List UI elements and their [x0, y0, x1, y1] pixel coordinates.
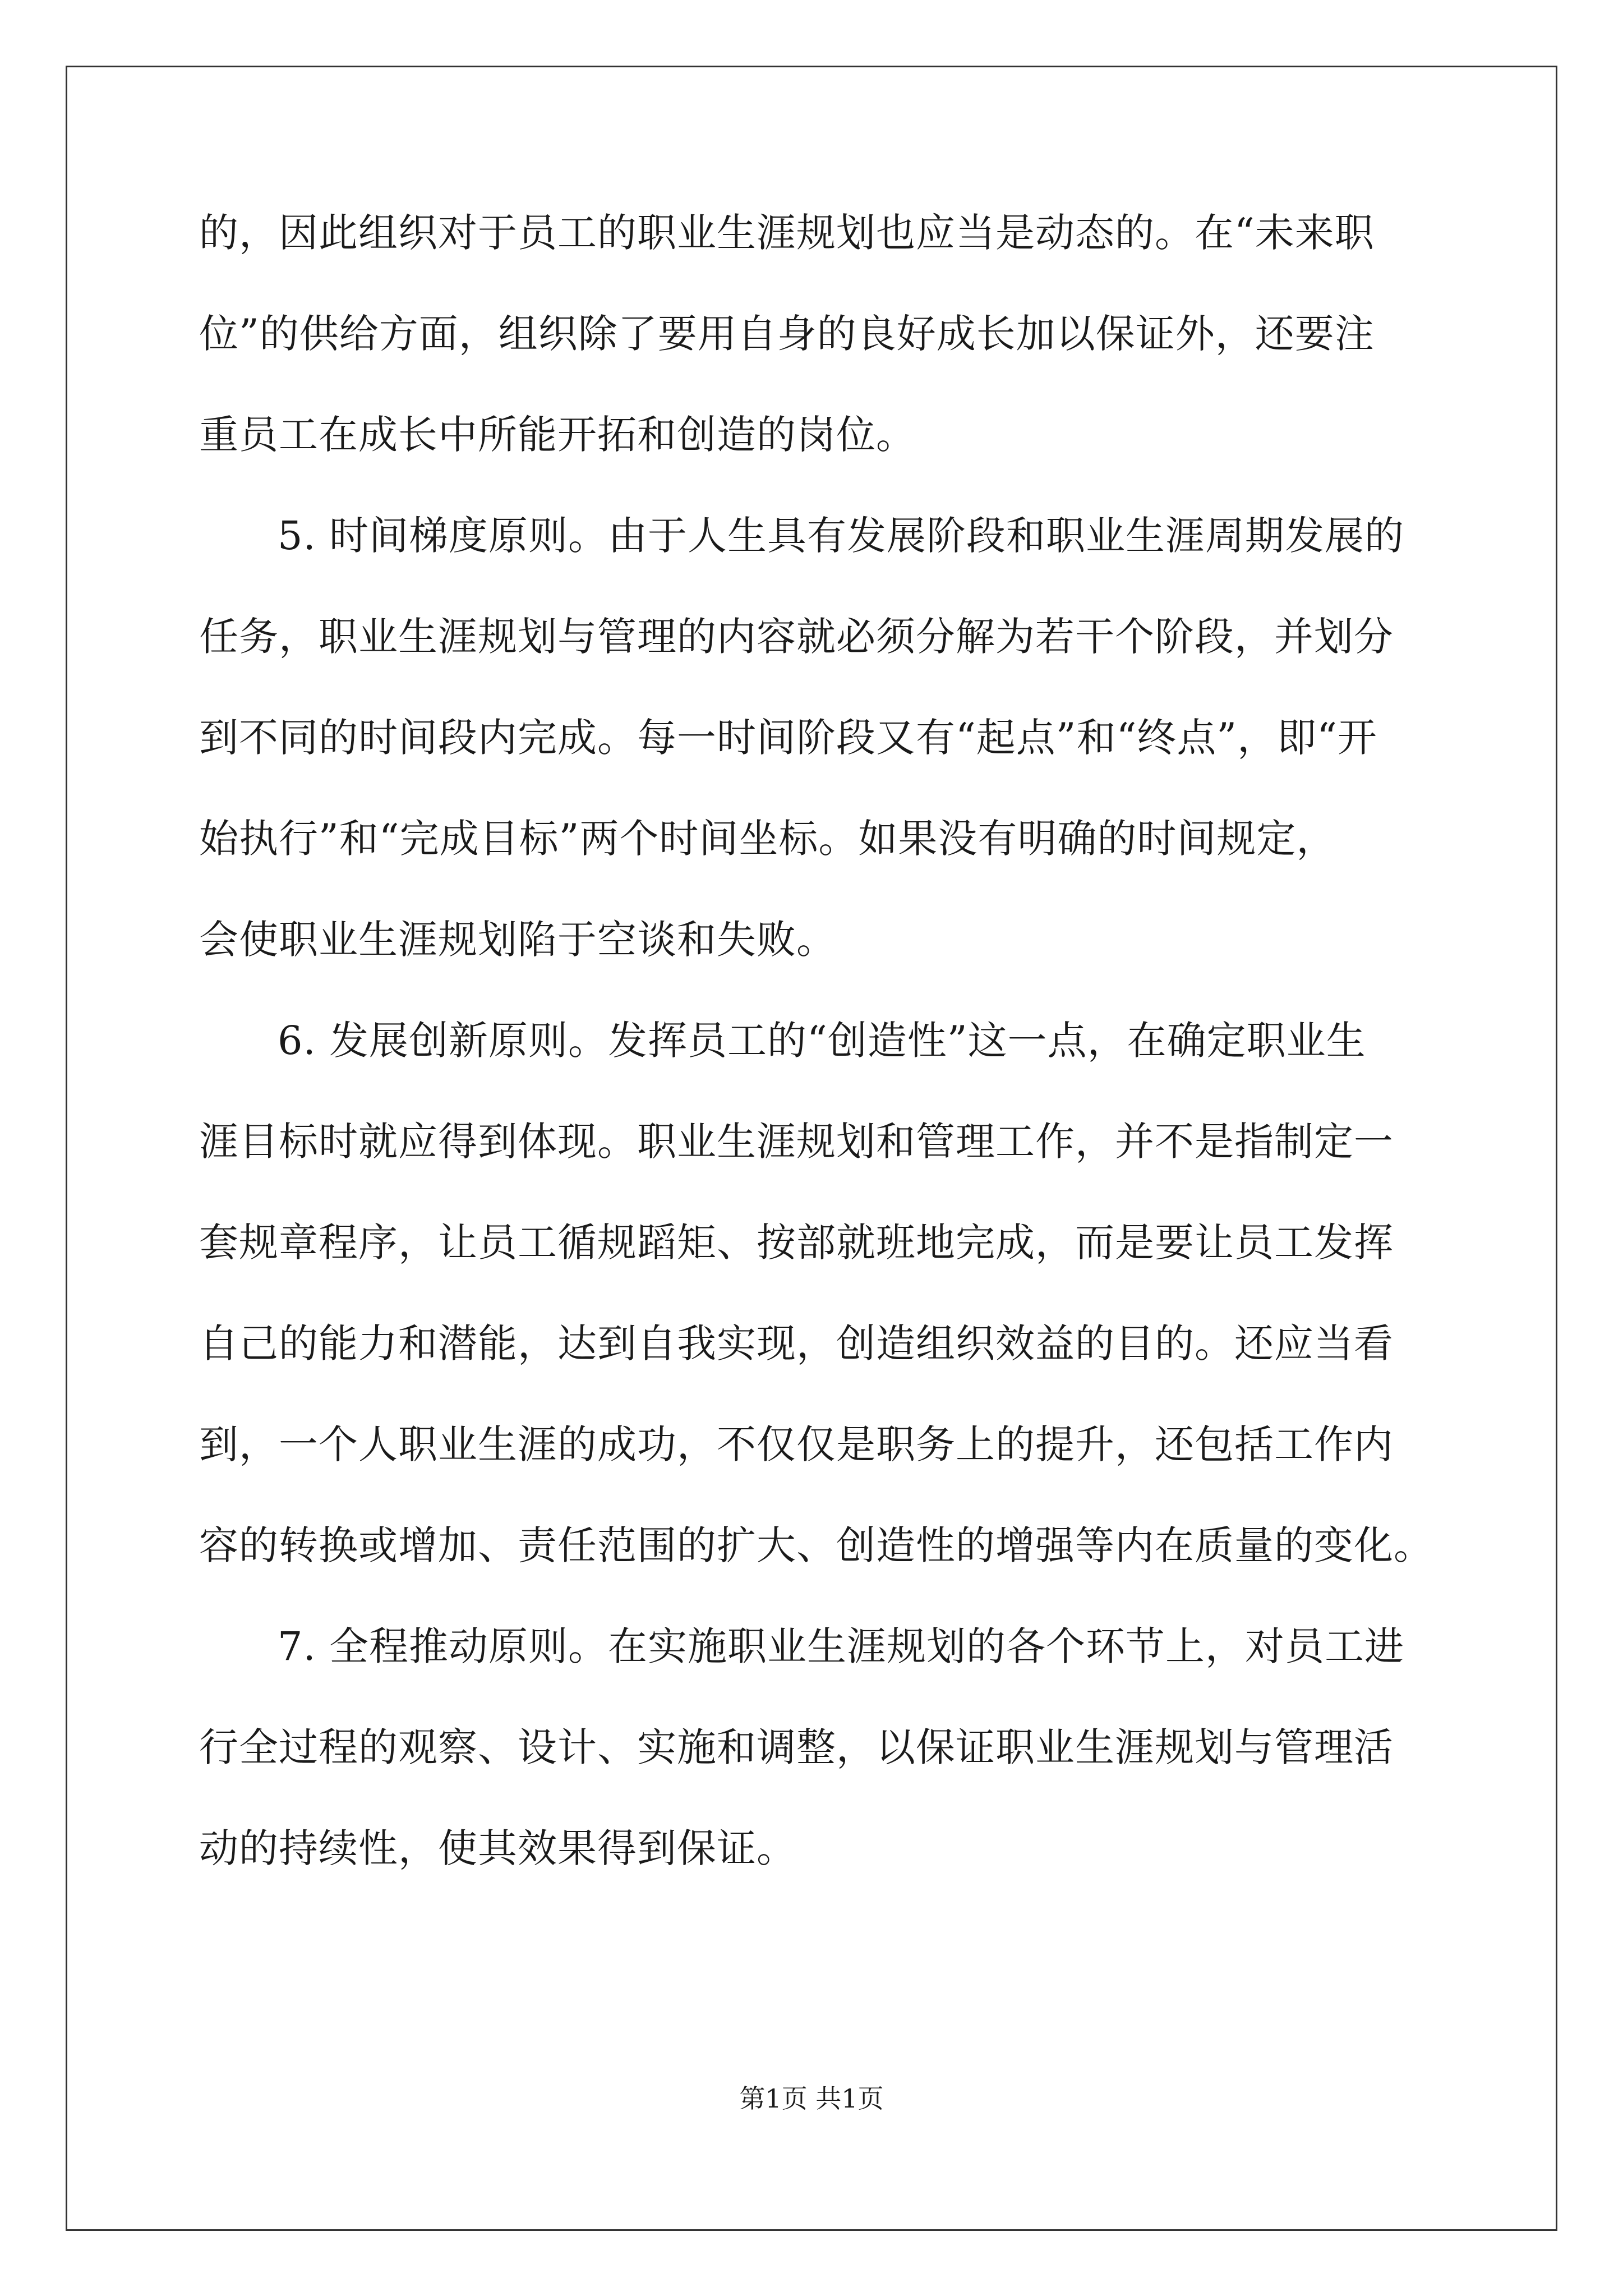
paragraph-start-7: 7. 全程推动原则。在实施职业生涯规划的各个环节上，对员工进 — [278, 1623, 1405, 1669]
text-line: 到不同的时间段内完成。每一时间阶段又有“起点”和“终点”，即“开 — [199, 715, 1377, 761]
text-line: 位”的供给方面，组织除了要用自身的良好成长加以保证外，还要注 — [199, 311, 1375, 357]
page-number: 第1页 共1页 — [739, 2083, 884, 2114]
text-line: 的，因此组织对于员工的职业生涯规划也应当是动态的。在“未来职 — [199, 210, 1375, 256]
text-line: 自己的能力和潜能，达到自我实现，创造组织效益的目的。还应当看 — [199, 1320, 1394, 1366]
text-line: 会使职业生涯规划陷于空谈和失败。 — [199, 917, 836, 963]
text-line: 重员工在成长中所能开拓和创造的岗位。 — [199, 412, 916, 458]
text-line: 动的持续性，使其效果得到保证。 — [199, 1825, 796, 1871]
text-line: 涯目标时就应得到体现。职业生涯规划和管理工作，并不是指制定一 — [199, 1119, 1394, 1165]
text-line: 到，一个人职业生涯的成功，不仅仅是职务上的提升，还包括工作内 — [199, 1421, 1394, 1467]
text-line: 容的转换或增加、责任范围的扩大、创造性的增强等内在质量的变化。 — [199, 1522, 1433, 1568]
text-line: 行全过程的观察、设计、实施和调整，以保证职业生涯规划与管理活 — [199, 1724, 1394, 1770]
paragraph-start-5: 5. 时间梯度原则。由于人生具有发展阶段和职业生涯周期发展的 — [278, 513, 1405, 559]
text-line: 任务，职业生涯规划与管理的内容就必须分解为若干个阶段，并划分 — [199, 614, 1394, 660]
text-line: 始执行”和“完成目标”两个时间坐标。如果没有明确的时间规定， — [199, 816, 1336, 862]
paragraph-start-6: 6. 发展创新原则。发挥员工的“创造性”这一点，在确定职业生 — [278, 1018, 1366, 1064]
text-line: 套规章程序，让员工循规蹈矩、按部就班地完成，而是要让员工发挥 — [199, 1220, 1394, 1266]
